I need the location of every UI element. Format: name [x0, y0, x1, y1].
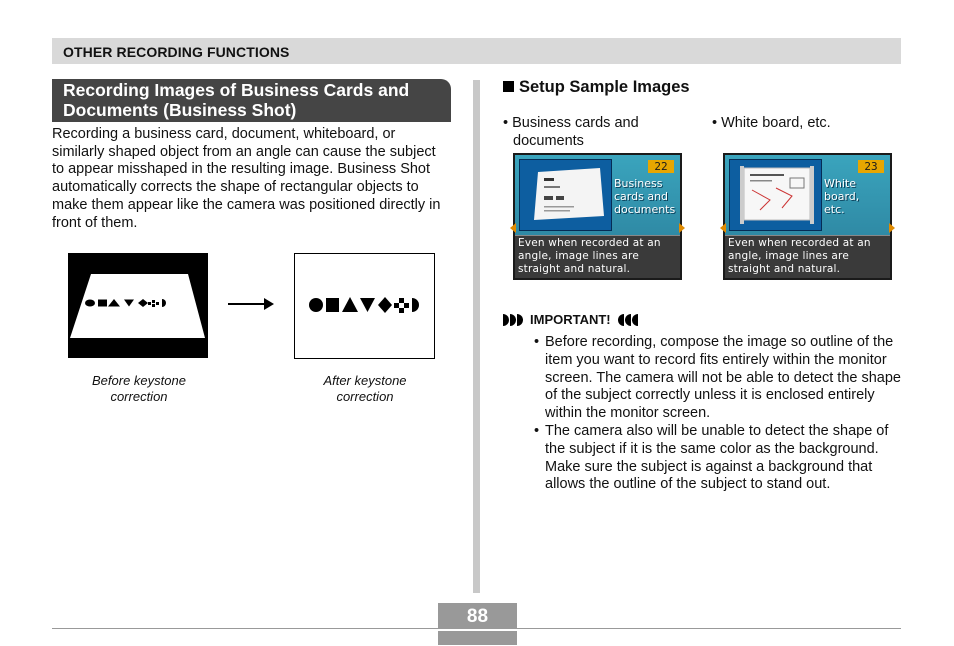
section-title [52, 79, 451, 122]
sample-side-line3: documents [614, 203, 676, 216]
whiteboard-thumbnail [729, 159, 822, 231]
sample-message [515, 235, 680, 278]
square-bullet-icon [503, 81, 514, 92]
sample-side-text [614, 177, 675, 216]
sample-label-business-cards [503, 114, 639, 150]
sample-number: 23 [858, 160, 884, 173]
sample-label-line2: documents [513, 133, 584, 149]
after-caption-line1: After keystone [323, 373, 407, 388]
important-marker-left-icon [503, 314, 525, 326]
important-marker-right-icon [616, 314, 638, 326]
arrow-right-icon [679, 223, 685, 233]
after-caption-line2: correction [336, 389, 394, 404]
sample-screen-whiteboard [723, 153, 892, 280]
arrow-left-icon [510, 223, 516, 233]
sample-side-text [824, 177, 859, 216]
section-title-line2: Documents (Business Shot) [63, 100, 297, 120]
sample-label-whiteboard [712, 114, 831, 132]
sample-label-line1: • White board, etc. [712, 115, 831, 131]
sample-message-line2: angle, image lines are [518, 249, 639, 262]
before-caption [64, 373, 214, 405]
sample-label-line1: • Business cards and [503, 115, 639, 131]
arrow-left-icon [720, 223, 726, 233]
arrow-right-icon [889, 223, 895, 233]
business-card-thumbnail [519, 159, 612, 231]
page-number-tab [438, 631, 517, 645]
header-bar [52, 38, 901, 64]
sample-number: 22 [648, 160, 674, 173]
header-title: OTHER RECORDING FUNCTIONS [63, 44, 290, 60]
important-item: • The camera also will be unable to detect the shape of the subject if it is the same color as the background. Make sure the subject is against a background that allows the outline of the subject to stand out. [534, 423, 904, 494]
after-keystone-image [294, 253, 435, 359]
setup-title [503, 78, 690, 97]
sample-message-line1: Even when recorded at an [518, 237, 661, 249]
sample-message [725, 235, 890, 278]
sample-side-line1: White [824, 177, 856, 190]
important-label: IMPORTANT! [530, 312, 611, 327]
column-divider [473, 80, 480, 593]
sample-side-line3: etc. [824, 203, 845, 216]
important-item: • Before recording, compose the image so outline of the item you want to record fits entirely within the monitor screen. The camera will not be able to detect the shape of the subject correctly unless it is enclosed entirely within the monitor screen. [534, 334, 904, 423]
sample-side-line2: board, [824, 190, 860, 203]
sample-message-line1: Even when recorded at an [728, 237, 871, 249]
section-title-line1: Recording Images of Business Cards and [63, 80, 410, 100]
sample-side-line2: cards and [614, 190, 669, 203]
sample-side-line1: Business [614, 177, 663, 190]
important-list [534, 334, 904, 494]
before-caption-line2: correction [110, 389, 168, 404]
after-caption [290, 373, 440, 405]
before-caption-line1: Before keystone [92, 373, 186, 388]
page-number-box [438, 603, 517, 643]
sample-screen-business-cards [513, 153, 682, 280]
page-number: 88 [438, 603, 517, 628]
intro-paragraph: Recording a business card, document, whiteboard, or similarly shaped object from an angle can cause the subject to appear misshaped in the resulting image. Business Shot automatically corrects the shape of rectangular objects to make them appear like the camera was positioned directly in front of them. [52, 126, 441, 231]
sample-message-line3: straight and natural. [518, 262, 631, 275]
setup-title-text: Setup Sample Images [519, 78, 690, 96]
arrow-right-icon [228, 296, 276, 312]
sample-message-line2: angle, image lines are [728, 249, 849, 262]
before-keystone-image [68, 253, 208, 358]
sample-message-line3: straight and natural. [728, 262, 841, 275]
important-heading [503, 312, 638, 327]
